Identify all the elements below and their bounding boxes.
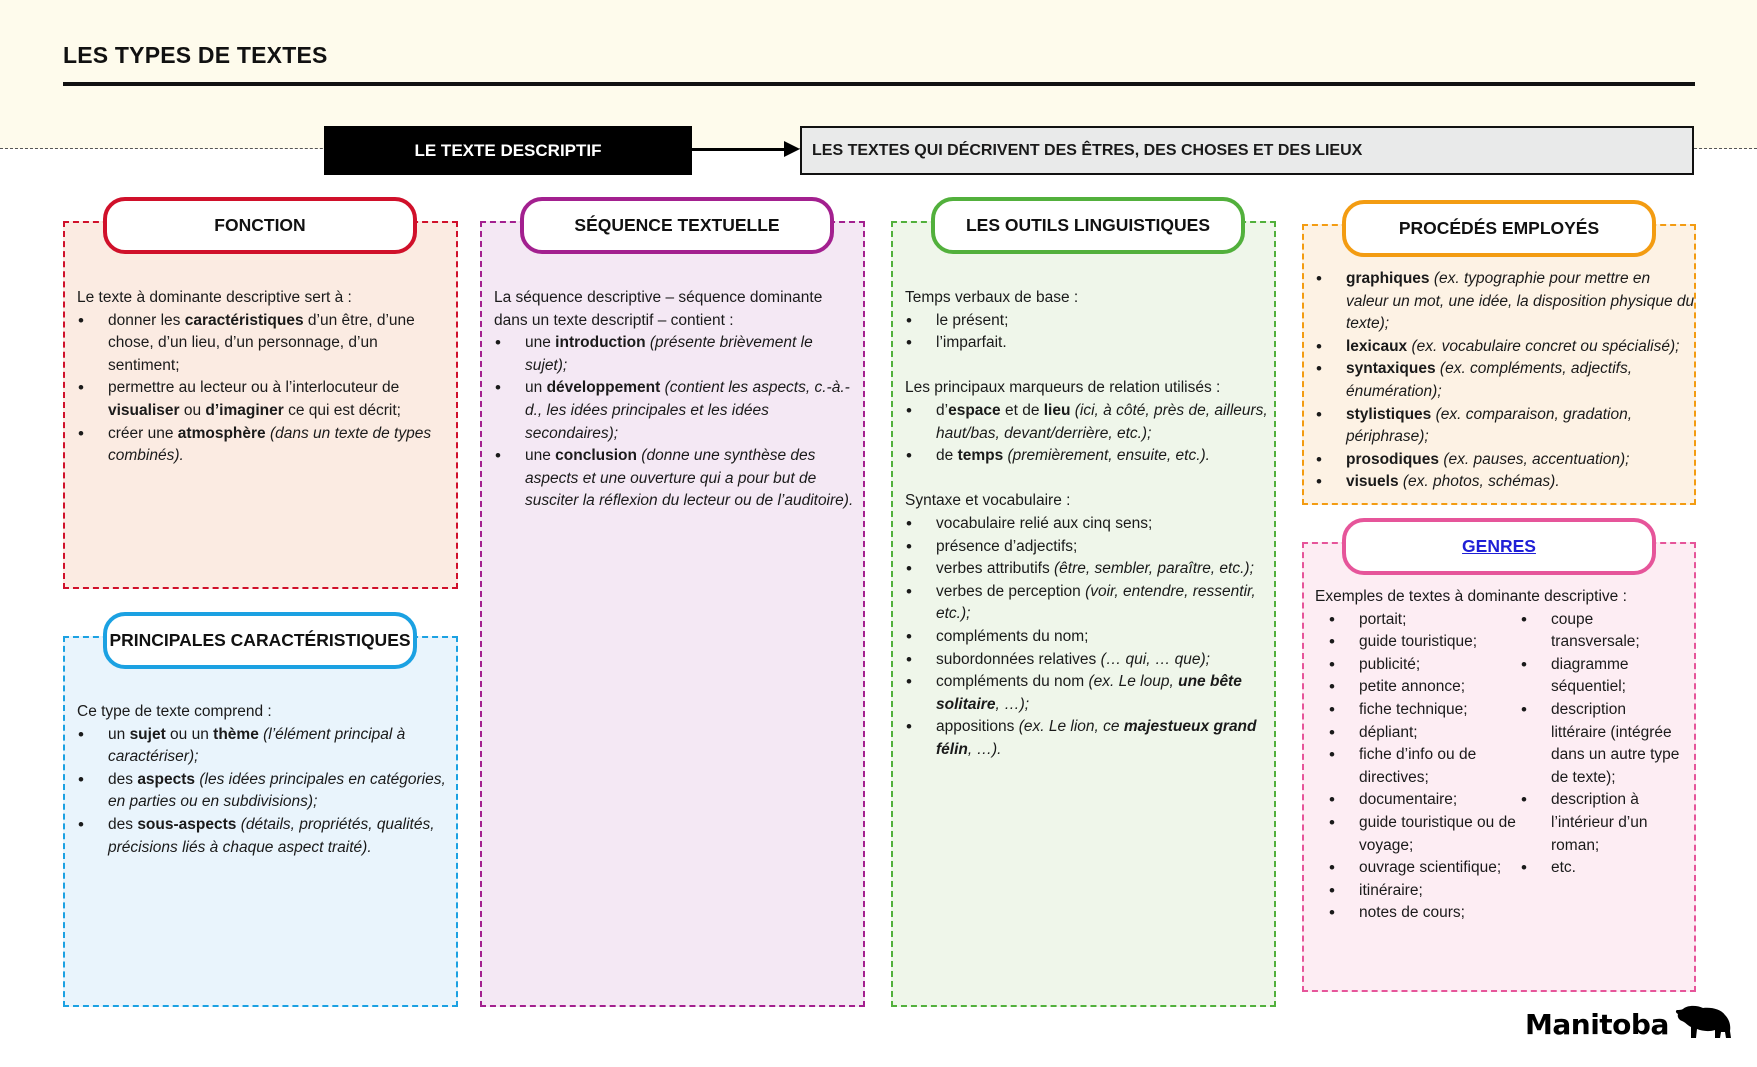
list-item: • appositions (ex. Le lion, ce majestueux grand félin, …).	[905, 716, 1271, 761]
procedes-body	[1315, 268, 1695, 494]
sequence-intro: La séquence descriptive – séquence dominante dans un texte descriptif – contient :	[494, 289, 823, 329]
caracteristiques-body	[77, 701, 449, 859]
list-item: • une conclusion (donne une synthèse des aspects et une ouverture qui a pour but de susciter la réflexion du lecteur ou de l’auditoire).	[494, 445, 856, 513]
genres-intro: Exemples de textes à dominante descriptive :	[1315, 588, 1627, 605]
list-item: • subordonnées relatives (… qui, … que);	[905, 649, 1271, 672]
fonction-intro: Le texte à dominante descriptive sert à :	[77, 289, 352, 306]
list-item: • guide touristique ou de voyage;	[1328, 812, 1520, 857]
list-item: • description littéraire (intégrée dans un autre type de texte);	[1520, 699, 1680, 789]
list-item: • un développement (contient les aspects, c.-à.-d., les idées principales et les idées secondaires);	[494, 377, 856, 445]
list-item: • visuels (ex. photos, schémas).	[1315, 471, 1695, 494]
list-item: • coupe transversale;	[1520, 609, 1680, 654]
list-item: • fiche technique;	[1328, 699, 1520, 722]
list-item: • portait;	[1328, 609, 1520, 632]
list-item: • l’imparfait.	[905, 332, 1271, 355]
genres-link[interactable]: GENRES	[1462, 536, 1536, 556]
list-item: • syntaxiques (ex. compléments, adjectifs, énumération);	[1315, 358, 1695, 403]
list-item: • créer une atmosphère (dans un texte de types combinés).	[77, 423, 449, 468]
list-item: • description à l’intérieur d’un roman;	[1520, 789, 1680, 857]
genres-column-2	[1520, 609, 1680, 925]
genres-column-1	[1328, 609, 1520, 925]
list-item: • dépliant;	[1328, 722, 1520, 745]
panel-header-procedes: PROCÉDÉS EMPLOYÉS	[1342, 200, 1656, 257]
panel-header-genres	[1342, 518, 1656, 575]
page-title: LES TYPES DE TEXTES	[63, 42, 328, 68]
list-item: • des aspects (les idées principales en catégories, en parties ou en subdivisions);	[77, 769, 449, 814]
list-item: • graphiques (ex. typographie pour mettre en valeur un mot, une idée, la disposition physique du texte);	[1315, 268, 1695, 336]
list-item: • d’espace et de lieu (ici, à côté, près de, ailleurs, haut/bas, devant/derrière, etc.);	[905, 400, 1271, 445]
list-item: • guide touristique;	[1328, 631, 1520, 654]
list-item: • itinéraire;	[1328, 880, 1520, 903]
manitoba-logo	[1525, 1005, 1733, 1039]
list-item: • verbes de perception (voir, entendre, ressentir, etc.);	[905, 581, 1271, 626]
list-item: • donner les caractéristiques d’un être, d’une chose, d’un lieu, d’un personnage, d’un sentiment;	[77, 310, 449, 378]
fonction-body	[77, 287, 449, 468]
list-item: • etc.	[1520, 857, 1680, 880]
arrow-right-icon	[692, 148, 790, 151]
panel-header-caracteristiques: PRINCIPALES CARACTÉRISTIQUES	[103, 612, 417, 669]
temps-intro: Temps verbaux de base :	[905, 289, 1079, 306]
list-item: • compléments du nom (ex. Le loup, une bête solitaire, …);	[905, 671, 1271, 716]
arrow-head-icon	[784, 141, 800, 157]
list-item: • le présent;	[905, 310, 1271, 333]
list-item: • des sous-aspects (détails, propriétés, qualités, précisions liés à chaque aspect traité).	[77, 814, 449, 859]
sequence-body	[494, 287, 856, 513]
list-item: • prosodiques (ex. pauses, accentuation);	[1315, 449, 1695, 472]
list-item: • un sujet ou un thème (l’élément principal à caractériser);	[77, 724, 449, 769]
outils-body	[905, 287, 1271, 761]
list-item: • verbes attributifs (être, sembler, paraître, etc.);	[905, 558, 1271, 581]
list-item: • publicité;	[1328, 654, 1520, 677]
list-item: • permettre au lecteur ou à l’interlocuteur de visualiser ou d’imaginer ce qui est décrit;	[77, 377, 449, 422]
caracteristiques-intro: Ce type de texte comprend :	[77, 703, 272, 720]
list-item: • stylistiques (ex. comparaison, gradation, périphrase);	[1315, 404, 1695, 449]
list-item: • notes de cours;	[1328, 902, 1520, 925]
list-item: • présence d’adjectifs;	[905, 536, 1271, 559]
list-item: • diagramme séquentiel;	[1520, 654, 1680, 699]
panel-header-sequence: SÉQUENCE TEXTUELLE	[520, 197, 834, 254]
marqueurs-intro: Les principaux marqueurs de relation utilisés :	[905, 379, 1221, 397]
text-type-label: LE TEXTE DESCRIPTIF	[324, 126, 692, 175]
text-type-definition: LES TEXTES QUI DÉCRIVENT DES ÊTRES, DES CHOSES ET DES LIEUX	[800, 126, 1694, 175]
title-divider	[63, 82, 1695, 86]
list-item: • fiche d’info ou de directives;	[1328, 744, 1520, 789]
list-item: • vocabulaire relié aux cinq sens;	[905, 513, 1271, 536]
list-item: • petite annonce;	[1328, 676, 1520, 699]
list-item: • lexicaux (ex. vocabulaire concret ou spécialisé);	[1315, 336, 1695, 359]
list-item: • documentaire;	[1328, 789, 1520, 812]
logo-text: Manitoba	[1525, 1008, 1669, 1041]
bison-icon	[1675, 1005, 1733, 1039]
list-item: • compléments du nom;	[905, 626, 1271, 649]
list-item: • ouvrage scientifique;	[1328, 857, 1520, 880]
panel-header-outils: LES OUTILS LINGUISTIQUES	[931, 197, 1245, 254]
list-item: • une introduction (présente brièvement le sujet);	[494, 332, 856, 377]
panel-header-fonction: FONCTION	[103, 197, 417, 254]
list-item: • de temps (premièrement, ensuite, etc.).	[905, 445, 1271, 468]
genres-body	[1315, 586, 1690, 925]
syntaxe-intro: Syntaxe et vocabulaire :	[905, 492, 1071, 510]
